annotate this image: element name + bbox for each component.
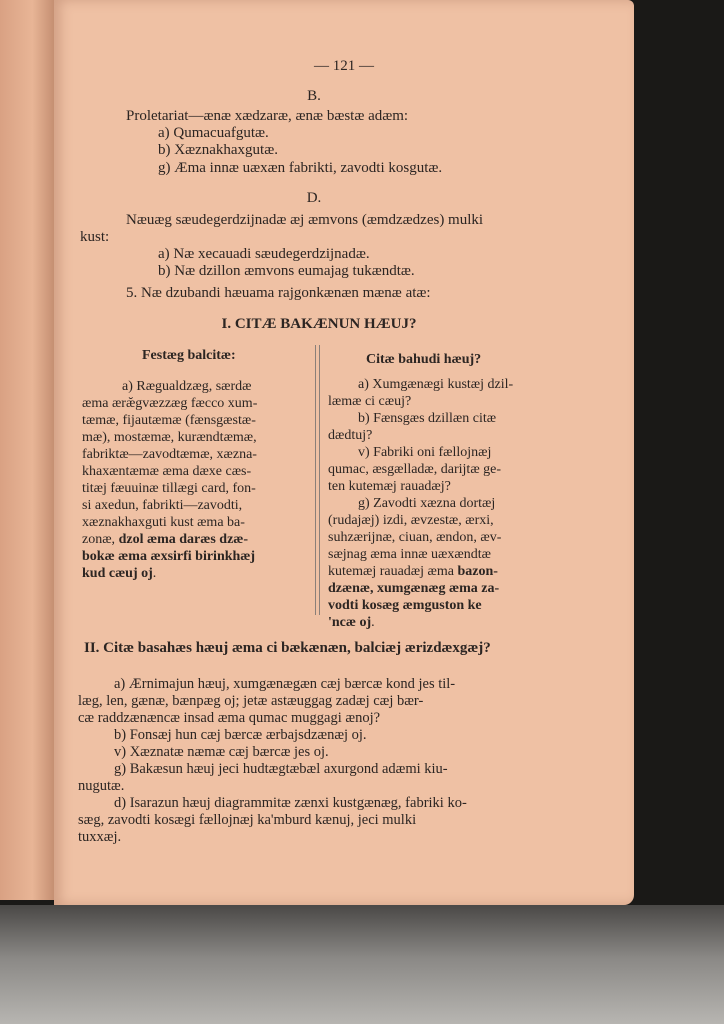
part-2-line: a) Ærnimajun hæuj, xumgænægæn cæj bærcæ kond jes til- [114,676,456,692]
right-line-end: . [371,615,375,630]
part-2-body [78,676,558,846]
part-2-line: v) Xæznatæ næmæ cæj bærcæ jes oj. [114,744,329,760]
right-line: v) Fabriki oni fællojnæj [358,445,492,460]
part-2-line: d) Isarazun hæuj diagrammitæ zænxi kustgænæg, fabriki ko- [114,795,467,811]
right-line: a) Xumgænægi kustæj dzil- [358,377,514,392]
part-2-line: sæg, zavodti kosægi fællojnæj ka'mburd kænuj, jeci mulki [78,812,417,828]
left-line: si axedun, fabrikti—zavodti, [82,498,243,513]
right-line-mixed [328,614,560,631]
section-b-option: b) Xæznakhaxgutæ. [158,142,278,158]
right-line: suhzærijnæ, ciuan, ændon, æv- [328,530,502,545]
section-d-question-cont: kust: [80,229,110,245]
right-column [328,376,560,631]
book-page [54,0,634,905]
right-line: (rudajæj) izdi, ævzestæ, ærxi, [328,513,494,528]
part-2-line: tuxxæj. [78,829,122,845]
part-1-title: I. CITÆ BAKÆNUN HÆUJ? [221,316,417,332]
right-line-bold: dzænæ, xumgænæg æma za- [328,581,500,596]
part-2-line: cæ raddzænæncæ insad æma qumac muggagi ænoj? [78,710,381,726]
section-d-option: b) Næ dzillon æmvons eumajag tukændtæ. [158,263,415,279]
item-5: 5. Næ dzubandi hæuama rajgonkænæn mænæ atæ: [126,285,431,301]
section-b-heading: B. [307,88,321,104]
left-line: titæj fæuuinæ tillægi card, fon- [82,481,256,496]
right-line: b) Fænsgæs dzillæn citæ [358,411,497,426]
left-line: xæznakhaxguti kust æma ba- [82,515,245,530]
left-column-heading: Festæg balcitæ: [142,348,236,363]
right-line: dædtuj? [328,428,373,443]
part-2-line: b) Fonsæj hun cæj bærcæ ærbajsdzænæj oj. [114,727,367,743]
left-line: æma æræ̆gvæzzæg fæcco xum- [82,396,258,411]
left-line-mixed [82,531,310,548]
left-line-bold: dzol æma daræs dzæ- [118,532,249,547]
right-line-bold: bazon- [457,564,498,579]
right-line: læmæ ci cæuj? [328,394,412,409]
left-line: fabriktæ—zavodtæmæ, xæzna- [82,447,257,462]
column-divider [315,345,320,615]
part-2-line: nugutæ. [78,778,125,794]
left-line-bold: bokæ æma æxsirfi birinkhæj [82,549,256,564]
part-2-title: II. Citæ basahæs hæuj æma ci bækænæn, balciæj ærizdæxgæj? [84,640,491,656]
section-b-option: g) Æma innæ uæxæn fabrikti, zavodti kosgutæ. [158,160,443,176]
part-2-line: læg, len, gænæ, bænpæg oj; jetæ astæuggag zadæj cæj bær- [78,693,424,709]
left-page-edge [0,0,54,900]
section-b-option: a) Qumacuafgutæ. [158,125,269,141]
left-line-mixed [82,565,310,582]
left-line: mæ), mostæmæ, kurændtæmæ, [82,430,257,445]
section-b-question: Proletariat—ænæ xædzaræ, ænæ bæstæ adæm: [126,108,409,124]
right-line: sæjnag æma innæ uæxændtæ [328,547,491,562]
right-line: g) Zavodti xæzna dortæj [358,496,496,511]
background-table [0,905,724,1024]
right-line: qumac, æsgælladæ, darijtæ ge- [328,462,502,477]
right-line-mixed [328,563,560,580]
right-line-plain: kutemæj rauadæj æma [328,564,458,579]
section-d-option: a) Næ xecauadi sæudegerdzijnadæ. [158,246,370,262]
left-line: a) Rægualdzæg, særdæ [122,379,252,394]
page-number: — 121 — [314,58,374,74]
left-line: khaxæntæmæ æma dæxe cæs- [82,464,252,479]
left-line: tæmæ, fijautæmæ (fænsgæstæ- [82,413,256,428]
left-line-plain: zonæ, [82,532,119,547]
left-column [82,378,310,582]
section-d-heading: D. [306,190,322,206]
right-column-heading: Citæ bahudi hæuj? [366,352,482,367]
right-line-bold: vodti kosæg æmguston ke [328,598,482,613]
part-2-line: g) Bakæsun hæuj jeci hudtægtæbæl axurgond adæmi kiu- [114,761,448,777]
left-line-end: . [152,566,157,581]
right-line-bold: 'ncæ oj [328,615,372,630]
left-line-bold: kud cæuj oj [82,566,153,581]
section-d-question: Næuæg sæudegerdzijnadæ æj æmvons (æmdzædzes) mulki [126,212,484,228]
right-line: ten kutemæj rauadæj? [328,479,451,494]
